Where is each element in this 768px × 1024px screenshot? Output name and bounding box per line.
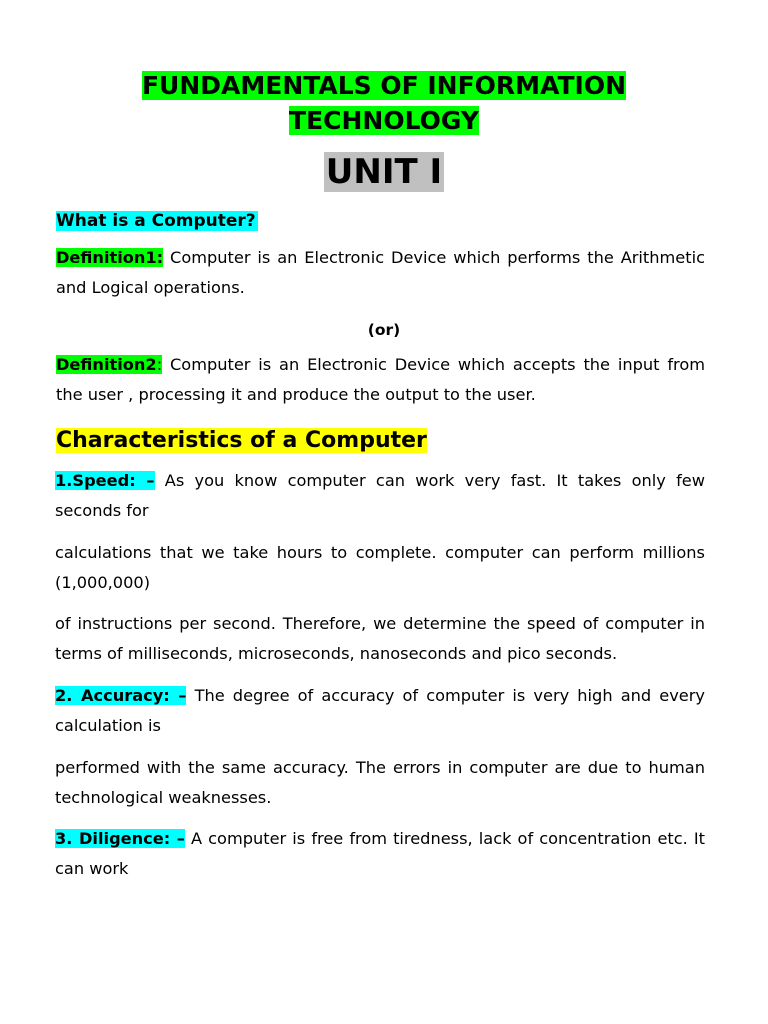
question-heading — [56, 209, 258, 233]
definition2-label: Definition2 — [56, 355, 157, 374]
speed-label: 1.Speed: – — [55, 471, 155, 490]
diligence-label: 3. Diligence: – — [55, 829, 185, 848]
speed-paragraph-3 — [55, 609, 705, 669]
title-text-1: FUNDAMENTALS OF INFORMATION — [141, 71, 627, 100]
definition1-label: Definition1: — [56, 248, 164, 267]
accuracy-text-1: The degree of accuracy of computer is very high and every calculation is — [55, 686, 705, 735]
speed-paragraph-2 — [55, 538, 705, 598]
speed-text-3: of instructions per second. Therefore, we determine the speed of computer in terms of milliseconds, microseconds, nanoseconds and pico seconds. — [55, 614, 705, 663]
definition2-colon: : — [156, 355, 163, 374]
speed-text-1: As you know computer can work very fast. It takes only few seconds for — [55, 471, 705, 520]
or-separator — [0, 319, 768, 341]
title-text-2: TECHNOLOGY — [289, 106, 479, 135]
definition1-text: Computer is an Electronic Device which performs the Arithmetic and Logical operations. — [56, 248, 705, 297]
accuracy-paragraph-2 — [55, 753, 705, 813]
accuracy-text-2: performed with the same accuracy. The errors in computer are due to human technological weaknesses. — [55, 758, 705, 807]
unit-text: UNIT I — [325, 152, 443, 192]
definition2-text: Computer is an Electronic Device which accepts the input from the user , processing it and produce the output to the user. — [56, 355, 705, 404]
accuracy-paragraph-1 — [55, 681, 705, 741]
diligence-paragraph-1 — [55, 824, 705, 884]
characteristics-heading-text: Characteristics of a Computer — [56, 428, 427, 453]
title-line-2 — [0, 105, 768, 136]
or-text: (or) — [367, 321, 401, 339]
speed-paragraph-1 — [55, 466, 705, 526]
unit-heading — [0, 152, 768, 192]
accuracy-label: 2. Accuracy: – — [55, 686, 187, 705]
speed-text-2: calculations that we take hours to complete. computer can perform millions (1,000,000) — [55, 543, 705, 592]
characteristics-heading — [56, 426, 427, 455]
definition1-paragraph — [56, 243, 705, 303]
question-text: What is a Computer? — [56, 211, 256, 231]
definition2-paragraph — [56, 350, 705, 410]
title-line-1 — [0, 70, 768, 101]
diligence-text-1: A computer is free from tiredness, lack of concentration etc. It can work — [55, 829, 706, 878]
